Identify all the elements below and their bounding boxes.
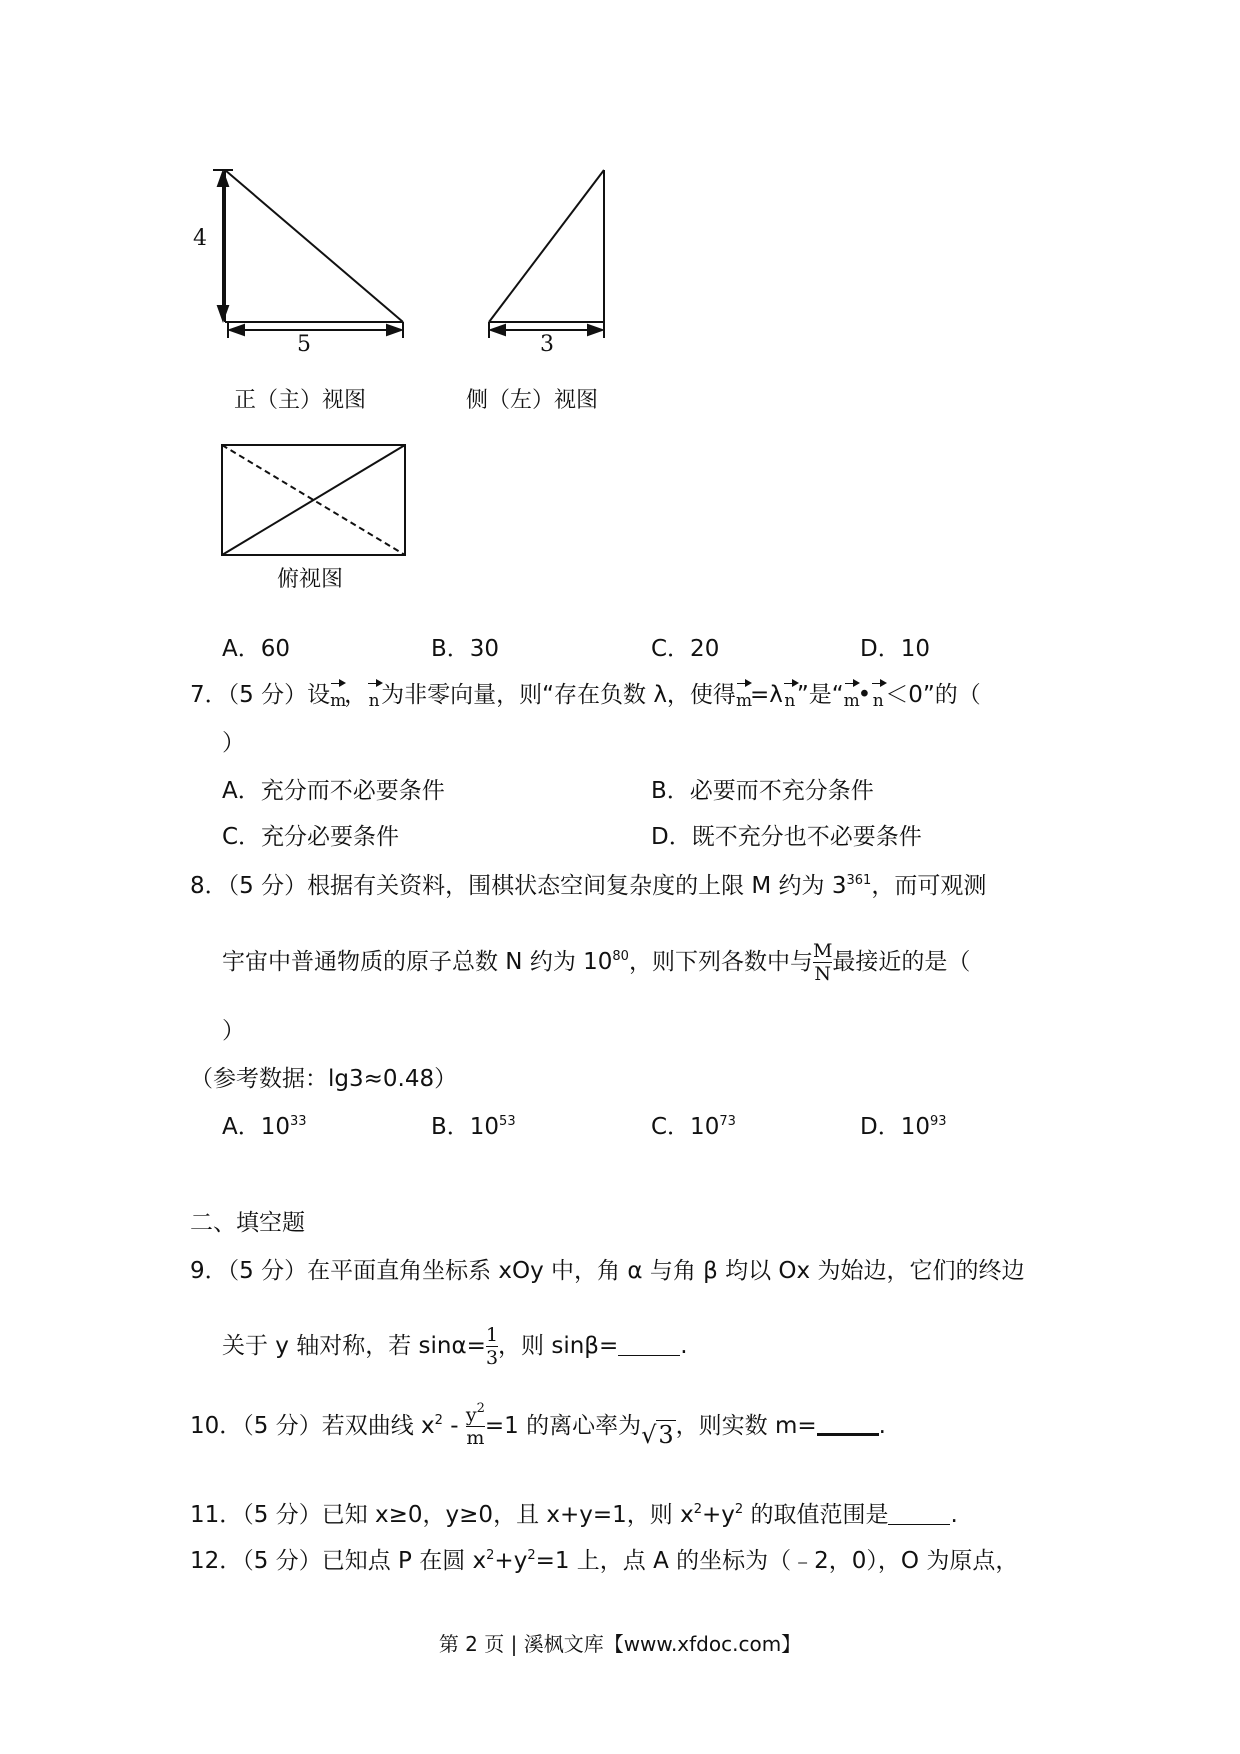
side-view-caption: 侧（左）视图: [466, 388, 599, 413]
q10-stem: 10．（5 分）若双曲线 $x^2$ - $\frac{y^2}{m}$ =1 的离心率为√3，则实数 m= .: [190, 1401, 886, 1449]
vector-m: m: [736, 686, 750, 716]
answer-blank[interactable]: [618, 1333, 680, 1356]
vector-n: n: [783, 686, 797, 716]
q6-option-a: A．60: [222, 636, 291, 662]
front-dim-base-label: 5: [297, 332, 311, 357]
q12-number: 12．: [190, 1548, 243, 1574]
page-footer: 第 2 页 | 溪枫文库【www.xfdoc.com】: [438, 1632, 802, 1656]
q7-option-d: D．既不充分也不必要条件: [651, 824, 922, 850]
vector-m: m: [844, 686, 858, 716]
side-dim-base-label: 3: [540, 332, 554, 357]
q7-number: 7．: [190, 682, 228, 708]
q8-option-d: D．$10^{93}$: [860, 1114, 947, 1140]
q8-option-c: C．$10^{73}$: [651, 1114, 736, 1140]
side-view-drawing: [489, 170, 604, 338]
top-view-caption: 俯视图: [277, 567, 344, 592]
q8-option-b: B．$10^{53}$: [431, 1114, 516, 1140]
three-view-figures: [0, 0, 1240, 620]
q9-number: 9．: [190, 1258, 228, 1284]
vector-n: n: [871, 686, 885, 716]
q7-close-paren: ）: [222, 730, 245, 756]
q8-stem-line1: 8．（5 分）根据有关资料，围棋状态空间复杂度的上限 M 约为 $3^{361}$，而可观测: [190, 873, 987, 899]
q7-option-b: B．必要而不充分条件: [651, 778, 874, 804]
vector-n: n: [367, 686, 381, 716]
q6-option-d: D．10: [860, 636, 930, 662]
top-view-drawing: [222, 445, 405, 555]
q9-stem-line2: 关于 y 轴对称，若 sinα= $\frac{1}{3}$ ，则 sinβ= .: [222, 1324, 688, 1369]
section-heading: 二、填空题: [190, 1210, 305, 1236]
q8-number: 8．: [190, 873, 228, 899]
answer-blank[interactable]: [817, 1411, 879, 1436]
fraction-m-over-n: $\frac{M}{N}$: [812, 940, 833, 985]
vector-m: m: [330, 686, 344, 716]
q11-stem: 11．（5 分）已知 x≥0，y≥0，且 x+y=1，则 $x^2+y^2$ 的取值范围是 .: [190, 1502, 958, 1528]
square-root-three: √3: [641, 1421, 674, 1449]
fraction-y2-over-m: $\frac{y^2}{m}$: [465, 1401, 485, 1449]
q7-option-a: A．充分而不必要条件: [222, 778, 445, 804]
fraction-one-third: $\frac{1}{3}$: [485, 1324, 499, 1369]
q8-reference-data: （参考数据：lg3≈0.48）: [190, 1066, 458, 1092]
q9-stem-line1: 9．（5 分）在平面直角坐标系 xOy 中，角 α 与角 β 均以 Ox 为始边，它们的终边: [190, 1258, 1025, 1284]
q6-option-b: B．30: [431, 636, 500, 662]
q12-stem: 12．（5 分）已知点 P 在圆 $x^2+y^2=1$ 上，点 A 的坐标为（﹣2，0），O 为原点，: [190, 1548, 1019, 1574]
front-view-caption: 正（主）视图: [234, 388, 367, 413]
q11-number: 11．: [190, 1502, 243, 1528]
answer-blank[interactable]: [888, 1502, 950, 1525]
q6-option-c: C．20: [651, 636, 720, 662]
q10-number: 10．: [190, 1413, 243, 1439]
q8-option-a: A．$10^{33}$: [222, 1114, 307, 1140]
q7-text-1: （5 分）设: [227, 682, 331, 708]
q7-stem: 7．（5 分）设m，n为非零向量，则“存在负数 λ，使得m=λn”是“m•n＜0”的（: [190, 680, 981, 716]
front-view-drawing: [213, 170, 403, 338]
front-dim-height-label: 4: [193, 226, 207, 251]
q7-option-c: C．充分必要条件: [222, 824, 400, 850]
q8-stem-line2: 宇宙中普通物质的原子总数 N 约为 $10^{80}$，则下列各数中与 $\frac{M}{N}$ 最接近的是（: [222, 940, 971, 985]
q8-close-paren: ）: [222, 1018, 245, 1044]
